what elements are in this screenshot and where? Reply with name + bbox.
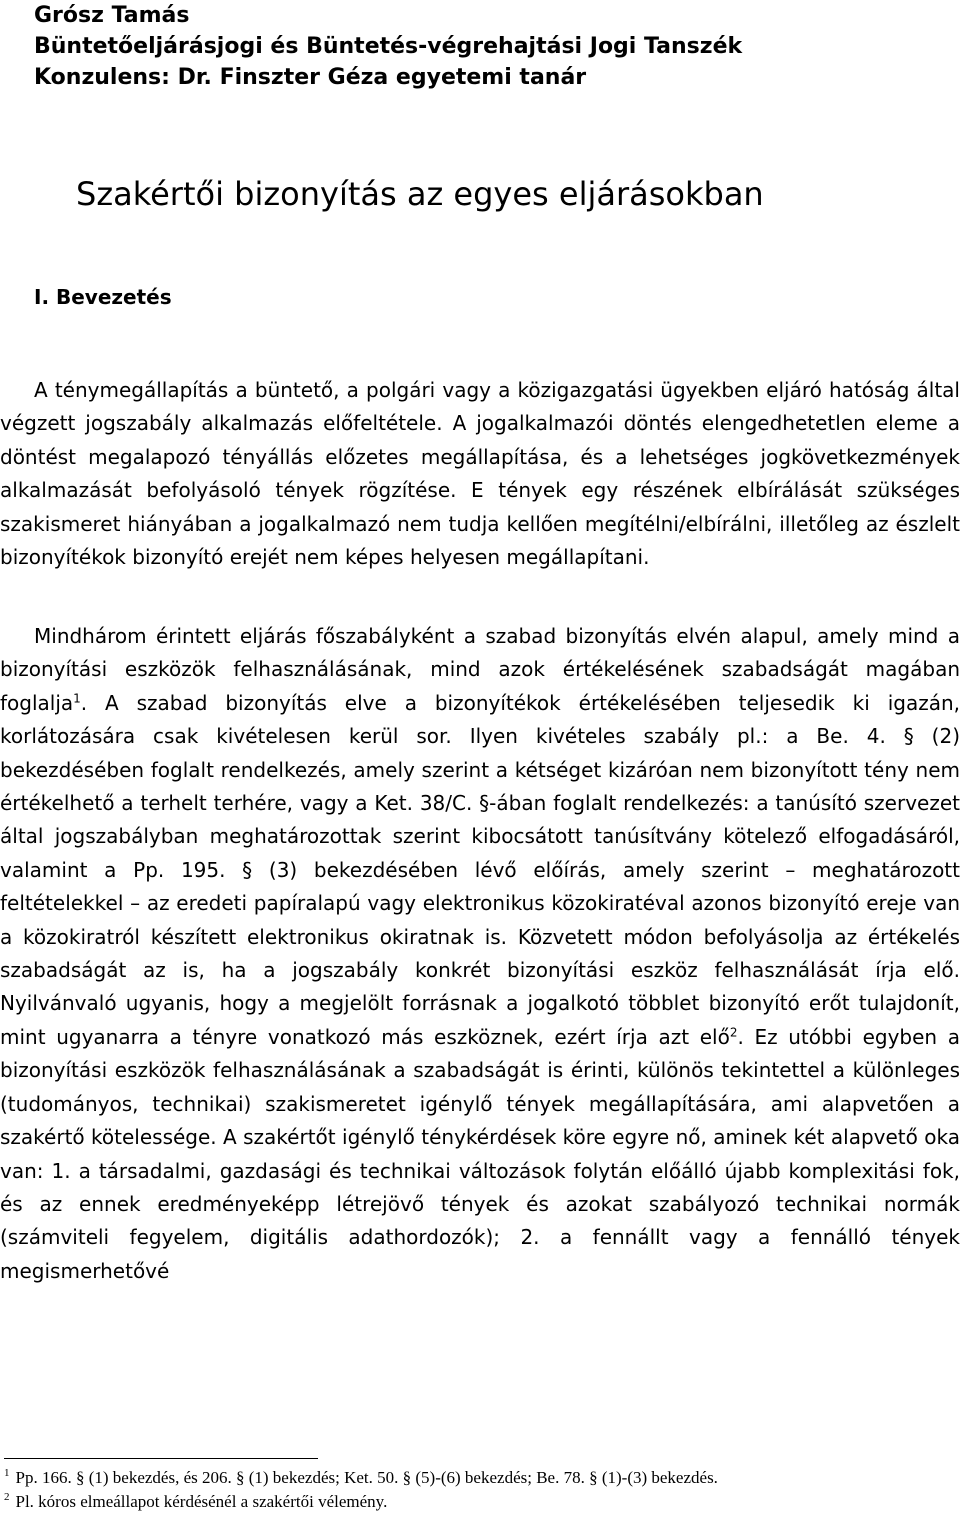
footnote-text: Pl. kóros elmeállapot kérdésénél a szakértői vélemény. (15, 1492, 388, 1511)
paragraph-2-part-b: . A szabad bizonyítás elve a bizonyítékok értékelésében teljesedik ki igazán, korlátozására csak kivételesen kerül sor. Ilyen kivételes szabály pl.: a Be. 4. § (2) bekezdésében foglalt rendelkezés, amely szerint a kétséget kizáróan nem bizonyított tény nem értékelhető a terhelt terhére, vagy a Ket. 38/C. §-ában foglalt rendelkezés: a tanúsító szervezet által jogszabályban meghatározottak szerint kibocsátott tanúsítvány kötelező elfogadásáról, valamint a Pp. 195. § (3) bekezdésében lévő előírás, amely szerint – meghatározott feltételekkel – az eredeti papíralapú vagy elektronikus közokiratéval azonos bizonyító ereje van a közokiratról készített elektronikus okiratnak is. Közvetett módon befolyásolja az értékelés szabadságát az is, ha a jogszabály konkrét bizonyítási eszköz felhasználását írja elő. Nyilvánvaló ugyanis, hogy a megjelölt forrásnak a jogalkotó többlet bizonyító erőt tulajdonít, mint ugyanarra a tényre vonatkozó más eszköznek, ezért írja azt elő (0, 690, 960, 1049)
footnote-separator (4, 1458, 318, 1459)
paragraph-2 (0, 620, 960, 1288)
paragraph-2-part-c: . Ez utóbbi egyben a bizonyítási eszközök felhasználásának a szabadságát is érinti, különös tekintettel a különleges (tudományos, technikai) szakismeretet igénylő tények megállapítására, ami alapvetően a szakértő kötelessége. A szakértőt igénylő ténykérdések köre egyre nő, aminek két alapvető oka van: 1. a társadalmi, gazdasági és technikai változások folytán előálló újabb komplexitási fok, és az ennek eredményeképp létrejövő tények és azokat szabályozó technikai normák (számviteli fegyelem, digitális adathordozók); 2. a fennállt vagy a fennálló tények megismerhetővé (0, 1024, 960, 1283)
consultant-line: Konzulens: Dr. Finszter Géza egyetemi tanár (34, 65, 587, 90)
footnote-2 (4, 1490, 954, 1514)
department-name: Büntetőeljárásjogi és Büntetés-végrehajtási Jogi Tanszék (34, 34, 743, 59)
document-header (34, 0, 934, 93)
paragraph-2-part-a: Mindhárom érintett eljárás főszabályként a szabad bizonyítás elvén alapul, amely mind a bizonyítási eszközök felhasználásának, mind azok értékelésének szabadságát magában foglalja (0, 624, 960, 715)
author-name: Grósz Tamás (34, 3, 190, 28)
section-heading: I. Bevezetés (34, 285, 172, 309)
footnote-text: Pp. 166. § (1) bekezdés, és 206. § (1) bekezdés; Ket. 50. § (5)-(6) bekezdés; Be. 78. § (1)-(3) bekezdés. (15, 1468, 718, 1487)
footnote-1 (4, 1466, 954, 1490)
document-title: Szakértői bizonyítás az egyes eljárásokban (76, 175, 764, 213)
footnote-number: 2 (4, 1491, 10, 1504)
footnote-reference-2[interactable]: 2 (729, 1025, 738, 1040)
footnote-reference-1[interactable]: 1 (73, 691, 81, 706)
footnote-number: 1 (4, 1467, 10, 1480)
footnotes (4, 1466, 954, 1514)
paragraph-1: A ténymegállapítás a büntető, a polgári vagy a közigazgatási ügyekben eljáró hatóság által végzett jogszabály alkalmazás előfeltétele. A jogalkalmazói döntés elengedhetetlen eleme a döntést megalapozó tényállás előzetes megállapítása, és a lehetséges jogkövetkezmények alkalmazását befolyásoló tények rögzítése. E tények egy részének elbírálását szükséges szakismeret hiányában a jogalkalmazó nem tudja kellően megítélni/elbírálni, illetőleg az észlelt bizonyítékok bizonyító erejét nem képes helyesen megállapítani. (0, 378, 960, 570)
